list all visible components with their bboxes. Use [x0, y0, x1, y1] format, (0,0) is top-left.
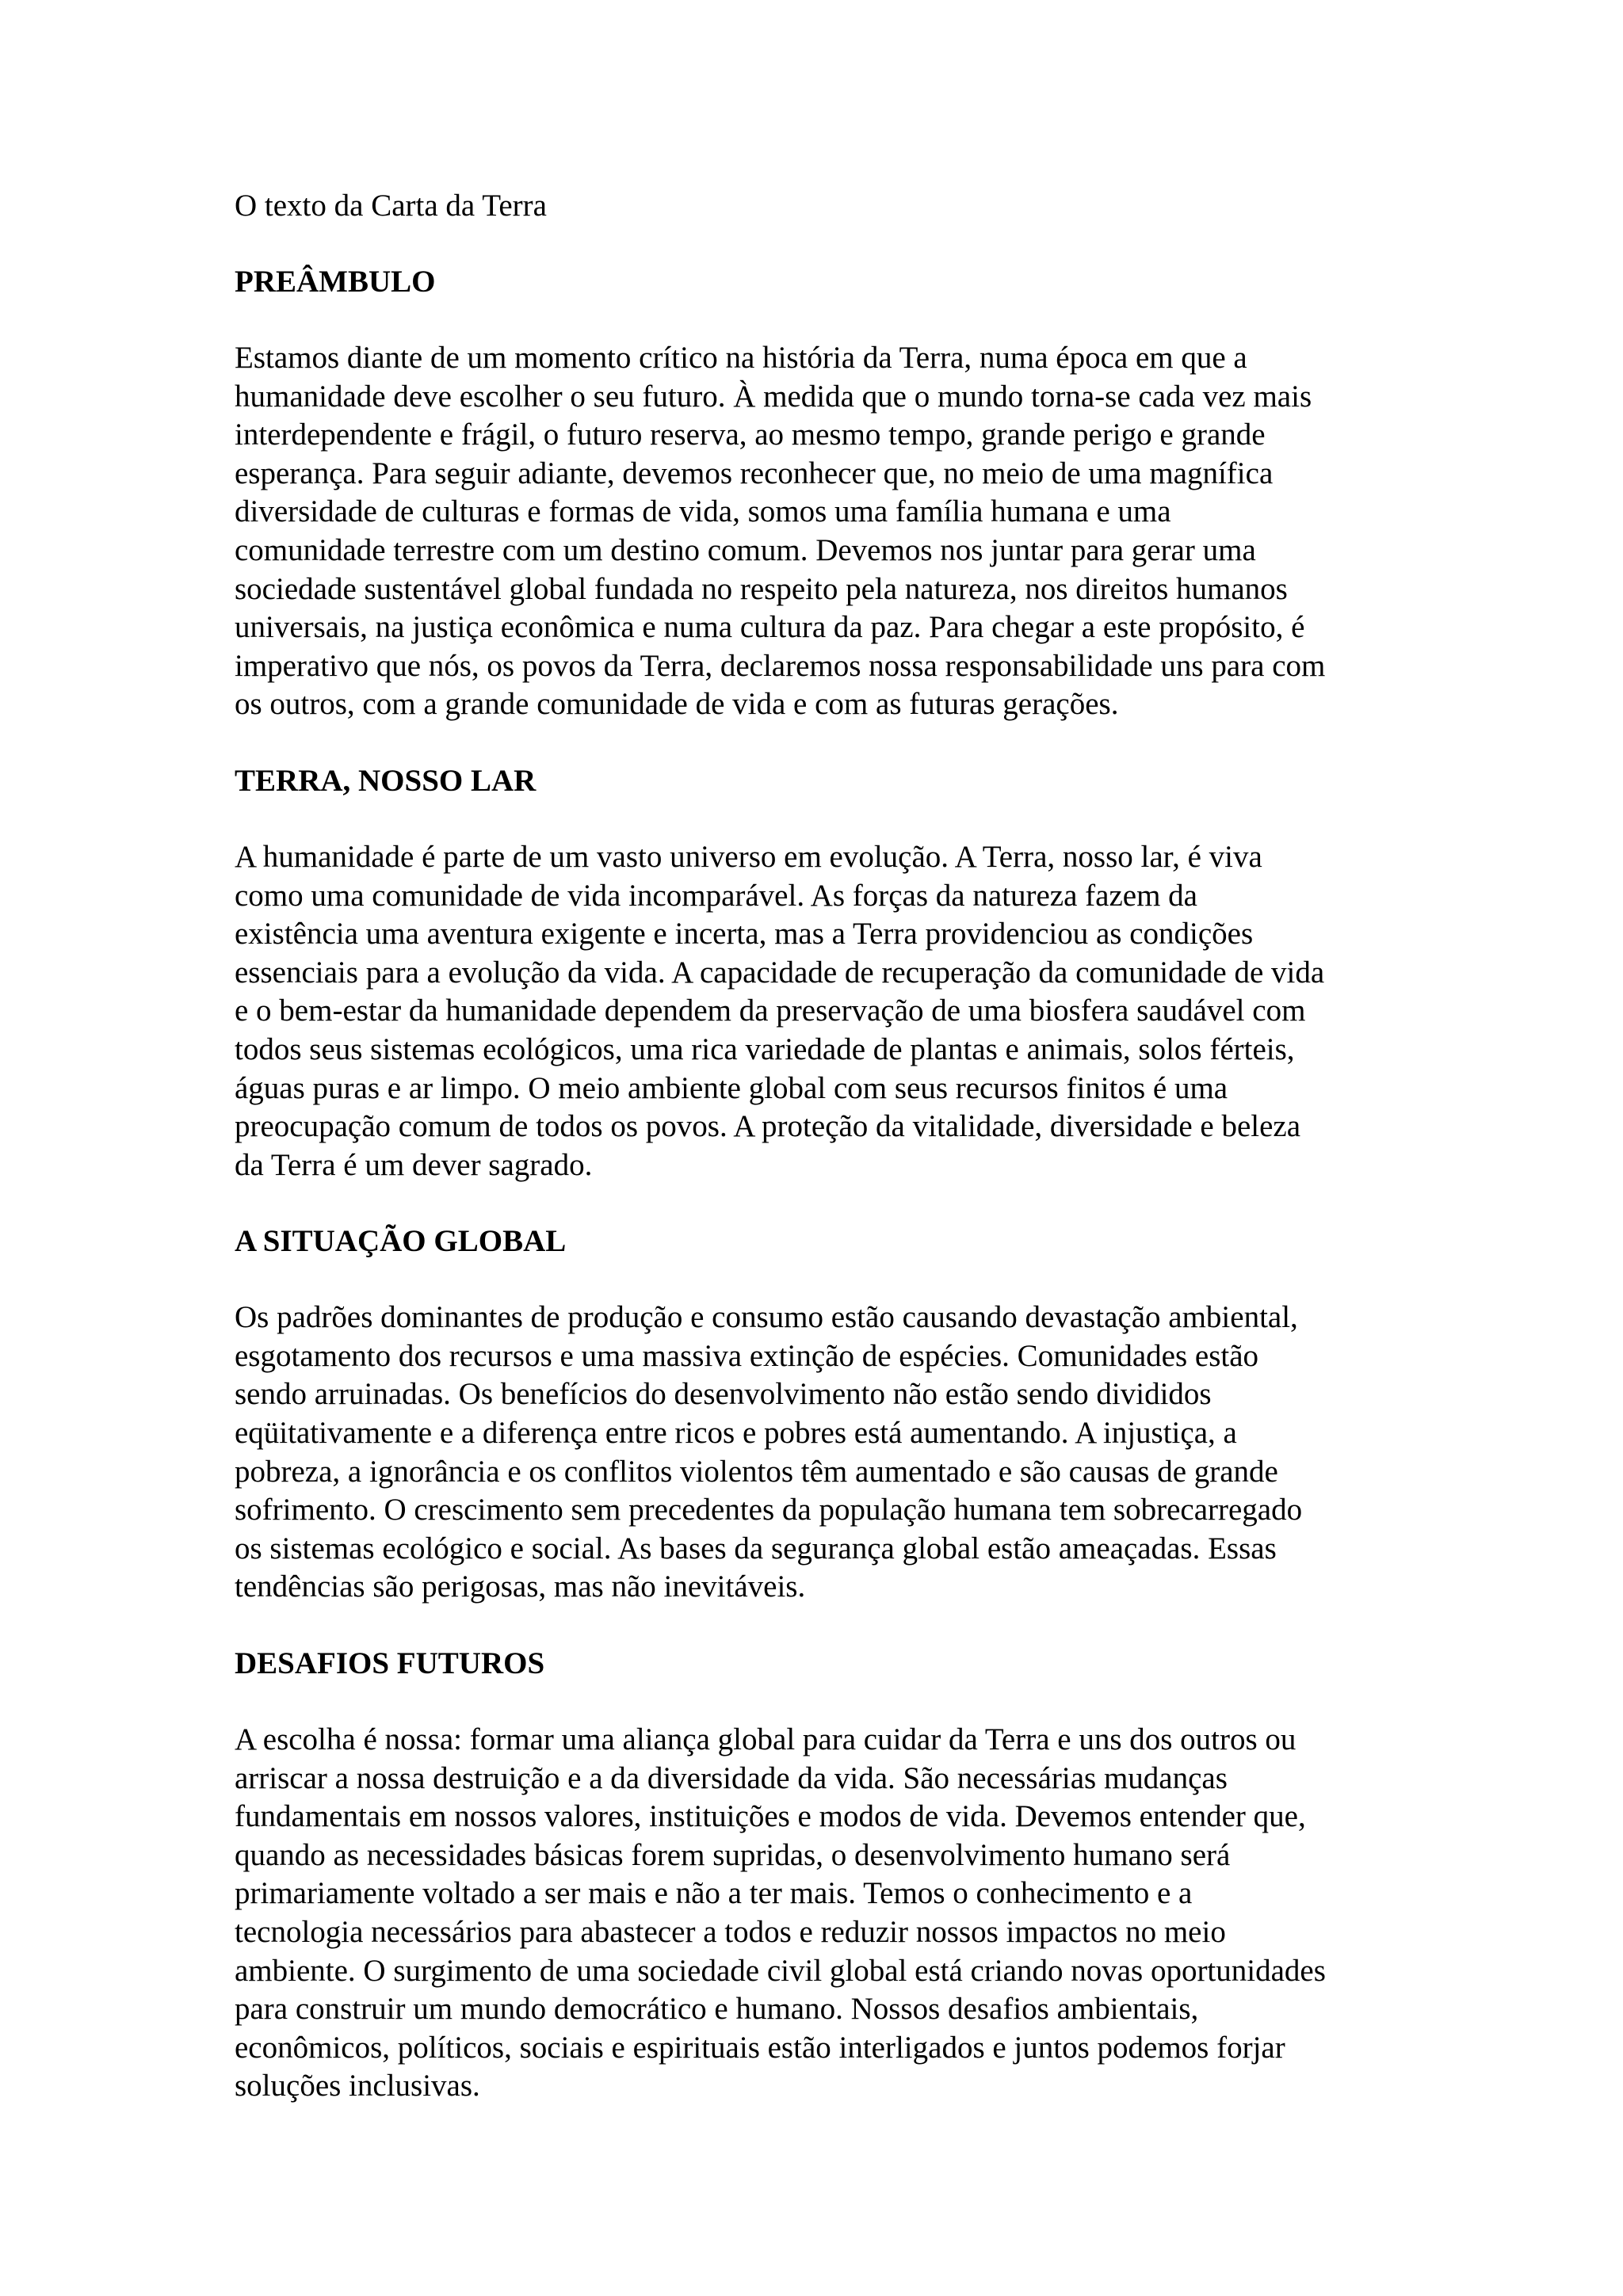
section-preambulo	[235, 263, 1407, 724]
text-line: para construir um mundo democrático e humano. Nossos desafios ambientais,	[235, 1992, 1199, 2027]
text-line: primariamente voltado a ser mais e não a ter mais. Temos o conhecimento e a	[235, 1876, 1193, 1911]
text-line: existência uma aventura exigente e incerta, mas a Terra providenciou as condições	[235, 917, 1254, 952]
section-heading: DESAFIOS FUTUROS	[235, 1646, 545, 1681]
text-line: diversidade de culturas e formas de vida, somos uma família humana e uma	[235, 494, 1171, 529]
text-line: tecnologia necessários para abastecer a todos e reduzir nossos impactos no meio	[235, 1915, 1226, 1949]
text-line: comunidade terrestre com um destino comum. Devemos nos juntar para gerar uma	[235, 532, 1256, 567]
document-title: O texto da Carta da Terra	[235, 189, 547, 223]
text-line: universais, na justiça econômica e numa cultura da paz. Para chegar a este propósito, é	[235, 610, 1305, 645]
text-line: quando as necessidades básicas forem supridas, o desenvolvimento humano será	[235, 1837, 1231, 1872]
text-line: todos seus sistemas ecológicos, uma rica variedade de plantas e animais, solos férteis,	[235, 1032, 1295, 1066]
text-line: interdependente e frágil, o futuro reserva, ao mesmo tempo, grande perigo e grande	[235, 418, 1266, 452]
text-line: preocupação comum de todos os povos. A proteção da vitalidade, diversidade e beleza	[235, 1109, 1301, 1144]
text-line: eqüitativamente e a diferença entre ricos e pobres está aumentando. A injustiça, a	[235, 1416, 1237, 1451]
text-line: esgotamento dos recursos e uma massiva extinção de espécies. Comunidades estão	[235, 1338, 1259, 1373]
text-line: tendências são perigosas, mas não inevitáveis.	[235, 1569, 806, 1604]
section-heading: PREÂMBULO	[235, 265, 436, 299]
text-line: sociedade sustentável global fundada no respeito pela natureza, nos direitos humanos	[235, 571, 1288, 606]
text-line: A humanidade é parte de um vasto universo em evolução. A Terra, nosso lar, é viva	[235, 839, 1262, 874]
text-line: econômicos, políticos, sociais e espirituais estão interligados e juntos podemos forjar	[235, 2030, 1285, 2065]
text-line: e o bem-estar da humanidade dependem da preservação de uma biosfera saudável com	[235, 994, 1306, 1028]
section-desafios-futuros	[235, 1645, 1407, 2106]
section-heading: A SITUAÇÃO GLOBAL	[235, 1224, 567, 1259]
text-line: imperativo que nós, os povos da Terra, declaremos nossa responsabilidade uns para com	[235, 648, 1326, 683]
text-line: como uma comunidade de vida incomparável. As forças da natureza fazem da	[235, 878, 1197, 913]
text-line: sendo arruinadas. Os benefícios do desenvolvimento não estão sendo divididos	[235, 1377, 1212, 1412]
document-page	[235, 187, 1407, 2144]
text-line: fundamentais em nossos valores, instituições e modos de vida. Devemos entender que,	[235, 1799, 1306, 1834]
text-line: arriscar a nossa destruição e a da diversidade da vida. São necessárias mudanças	[235, 1760, 1228, 1795]
text-line: pobreza, a ignorância e os conflitos violentos têm aumentado e são causas de grande	[235, 1454, 1278, 1489]
section-situacao-global	[235, 1222, 1407, 1607]
section-paragraph	[235, 339, 1407, 724]
text-line: águas puras e ar limpo. O meio ambiente global com seus recursos finitos é uma	[235, 1070, 1228, 1105]
text-line: os outros, com a grande comunidade de vida e com as futuras gerações.	[235, 687, 1119, 722]
text-line: sofrimento. O crescimento sem precedentes da população humana tem sobrecarregado	[235, 1493, 1303, 1527]
text-line: Estamos diante de um momento crítico na história da Terra, numa época em que a	[235, 341, 1247, 375]
text-line: ambiente. O surgimento de uma sociedade civil global está criando novas oportunidades	[235, 1953, 1326, 1988]
text-line: essenciais para a evolução da vida. A capacidade de recuperação da comunidade de vida	[235, 955, 1325, 990]
section-paragraph	[235, 838, 1407, 1184]
text-line: soluções inclusivas.	[235, 2069, 480, 2103]
section-paragraph	[235, 1299, 1407, 1607]
text-line: da Terra é um dever sagrado.	[235, 1147, 593, 1182]
section-heading: TERRA, NOSSO LAR	[235, 763, 537, 798]
text-line: A escolha é nossa: formar uma aliança global para cuidar da Terra e uns dos outros ou	[235, 1722, 1296, 1757]
section-terra-nosso-lar	[235, 762, 1407, 1184]
section-paragraph	[235, 1721, 1407, 2106]
text-line: os sistemas ecológico e social. As bases da segurança global estão ameaçadas. Essas	[235, 1531, 1277, 1566]
text-line: Os padrões dominantes de produção e consumo estão causando devastação ambiental,	[235, 1300, 1298, 1335]
text-line: esperança. Para seguir adiante, devemos reconhecer que, no meio de uma magnífica	[235, 456, 1274, 490]
text-line: humanidade deve escolher o seu futuro. À medida que o mundo torna-se cada vez mais	[235, 379, 1312, 414]
